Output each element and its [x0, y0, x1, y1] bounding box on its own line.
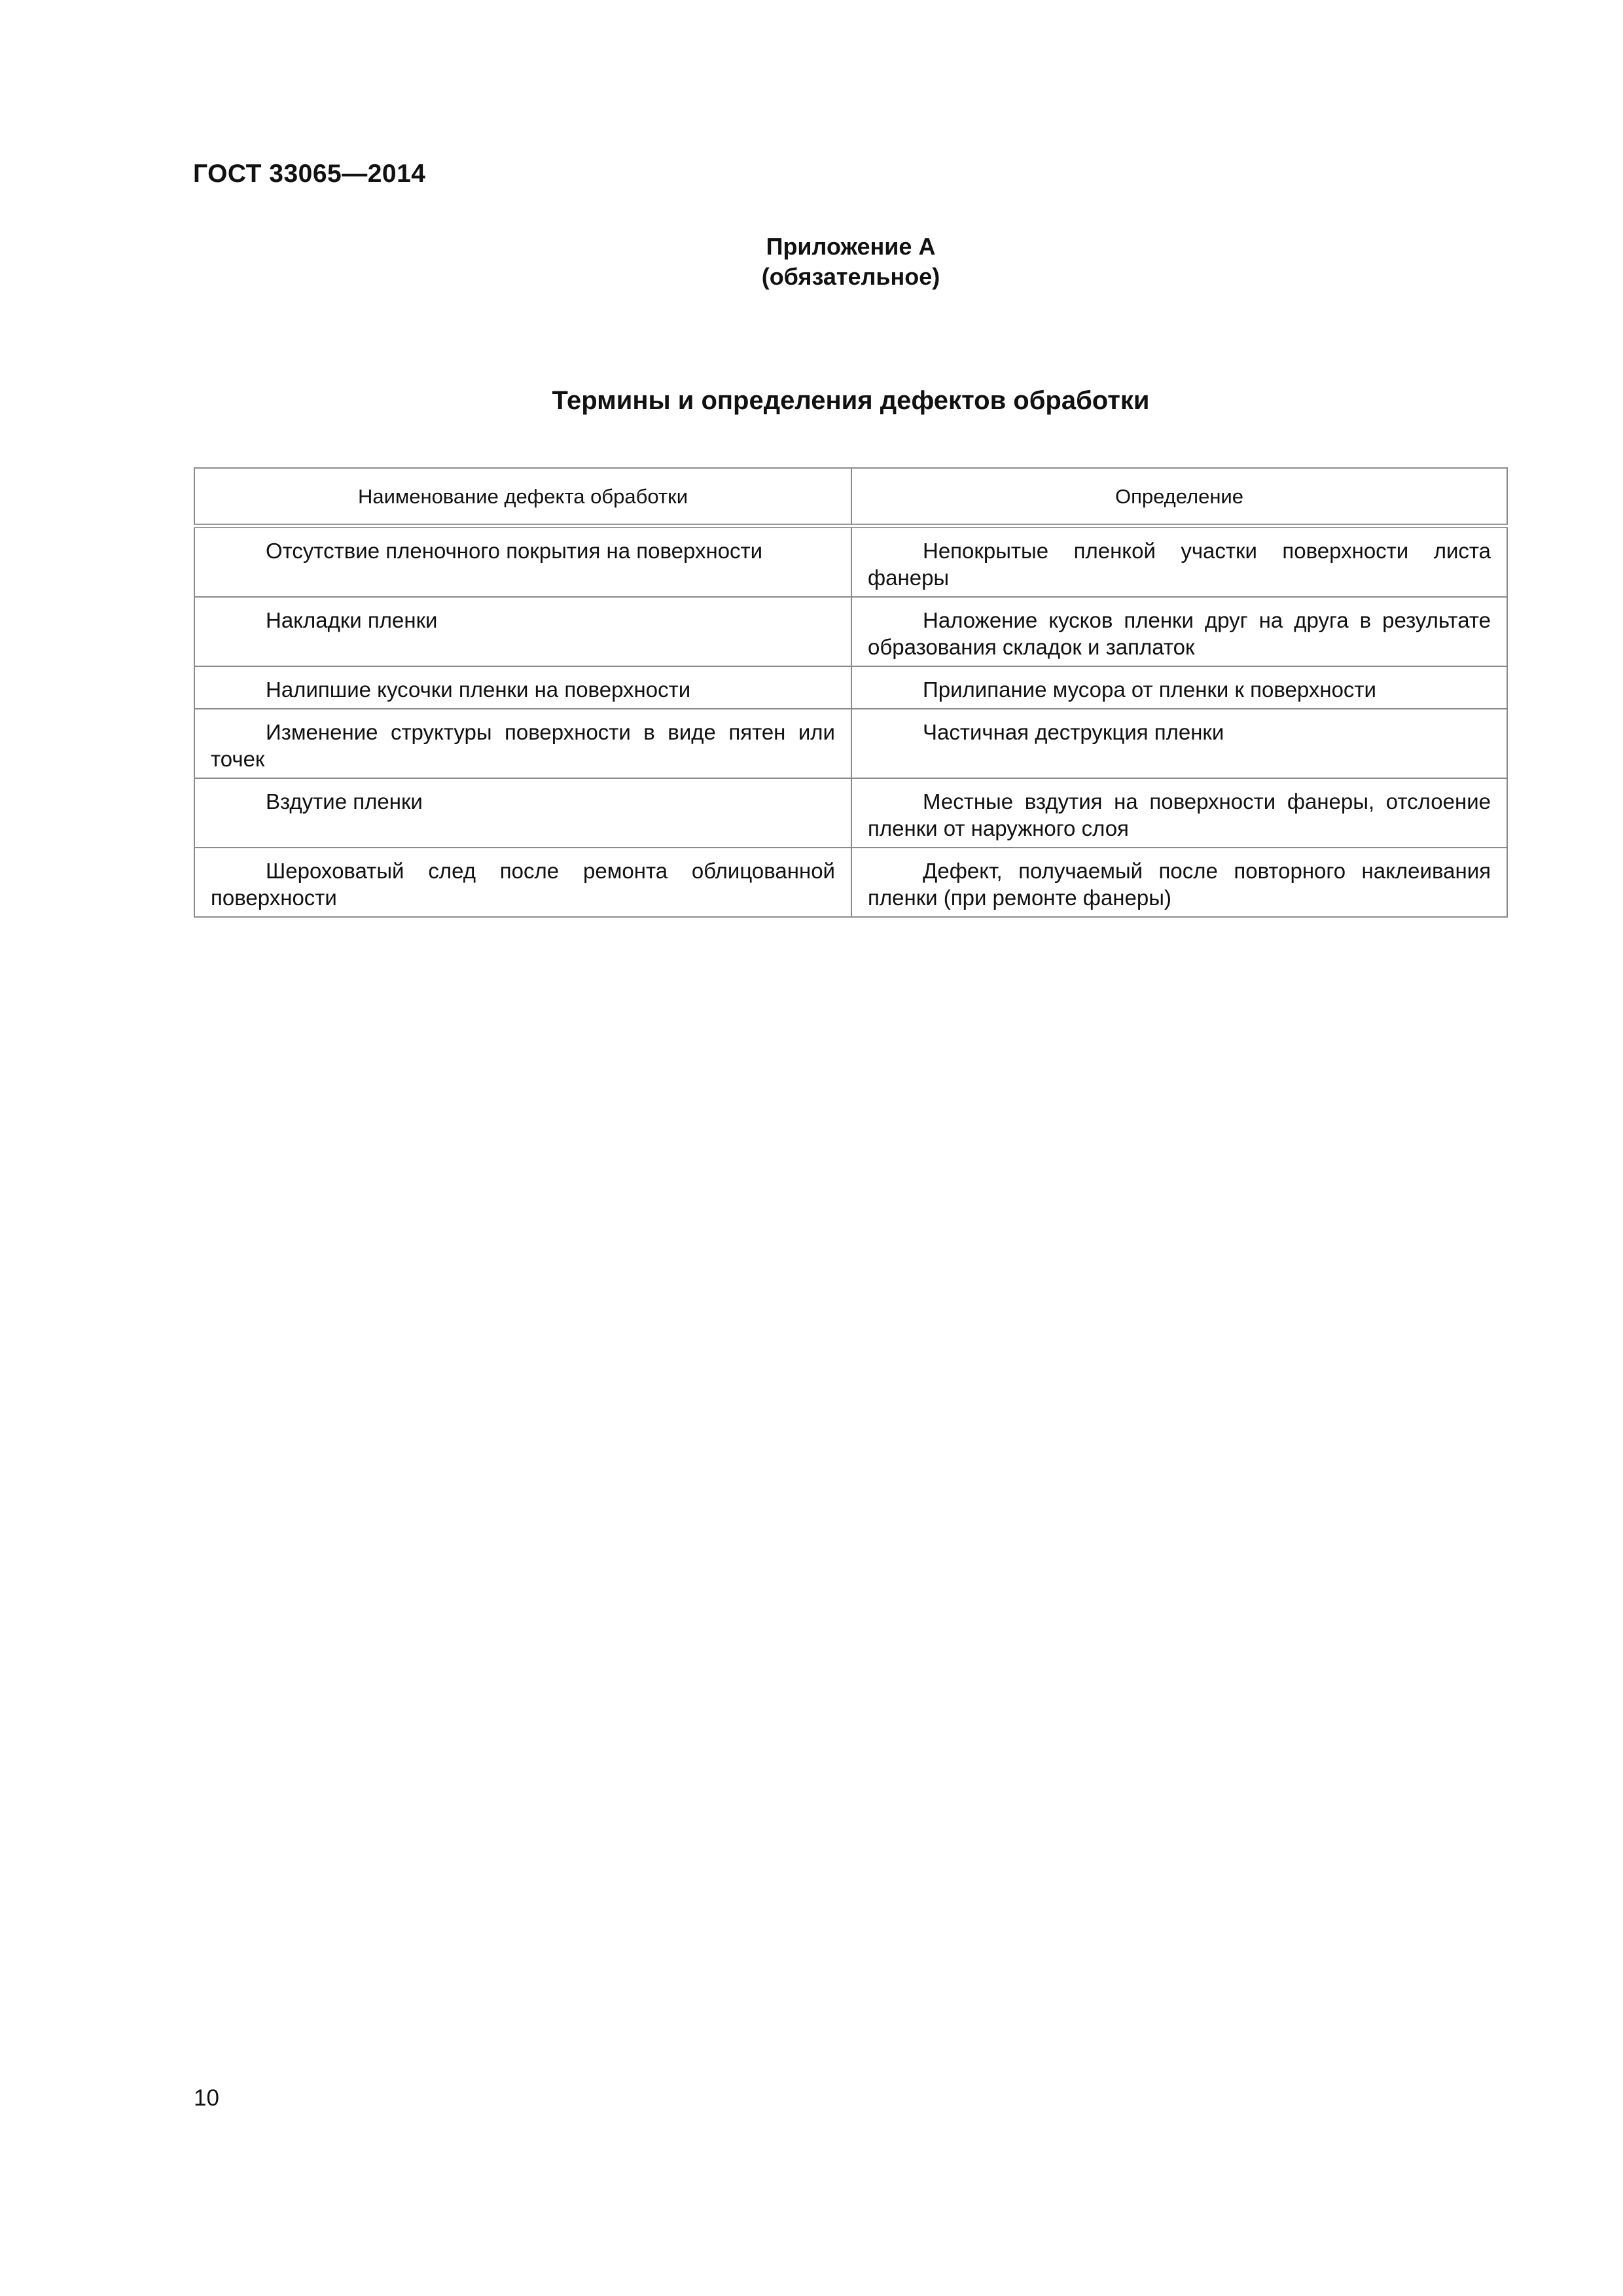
defects-table: [194, 467, 1508, 918]
defect-definition: Частичная деструкция пленки: [923, 720, 1224, 744]
defect-name-cell: [194, 709, 851, 778]
defect-definition-cell: [851, 709, 1507, 778]
defect-definition: Непокрытые пленкой участки поверхности листа фанеры: [868, 539, 1491, 590]
table-row: [194, 709, 1507, 778]
annex-heading: [0, 232, 1623, 292]
section-title: Термины и определения дефектов обработки: [552, 386, 1150, 415]
annex-title: Приложение А: [766, 233, 936, 260]
table-row: [194, 526, 1507, 598]
defect-name: Отсутствие пленочного покрытия на поверхности: [266, 539, 763, 563]
table-row: [194, 848, 1507, 917]
annex-status: (обязательное): [761, 263, 940, 290]
table-header-row: [194, 468, 1507, 526]
defect-definition-cell: [851, 778, 1507, 848]
defect-name: Вздутие пленки: [266, 789, 423, 814]
defect-definition: Местные вздутия на поверхности фанеры, отслоение пленки от наружного слоя: [868, 789, 1491, 840]
column-header-definition: Определение: [851, 468, 1507, 526]
defect-name: Накладки пленки: [266, 608, 438, 632]
defect-definition: Прилипание мусора от пленки к поверхности: [923, 677, 1376, 702]
defect-definition-cell: [851, 848, 1507, 917]
defect-name: Налипшие кусочки пленки на поверхности: [266, 677, 691, 702]
table-row: [194, 666, 1507, 709]
defect-name: Шероховатый след после ремонта облицованной поверхности: [211, 859, 835, 910]
page-number: 10: [194, 2085, 219, 2111]
defect-definition-cell: [851, 526, 1507, 598]
defect-name-cell: [194, 848, 851, 917]
table-row: [194, 778, 1507, 848]
column-header-name: Наименование дефекта обработки: [194, 468, 851, 526]
defect-definition: Наложение кусков пленки друг на друга в результате образования складок и заплаток: [868, 608, 1491, 659]
table-row: [194, 597, 1507, 666]
defect-definition-cell: [851, 597, 1507, 666]
defect-name: Изменение структуры поверхности в виде пятен или точек: [211, 720, 835, 771]
defect-name-cell: [194, 666, 851, 709]
defect-name-cell: [194, 778, 851, 848]
defect-name-cell: [194, 597, 851, 666]
document-code: ГОСТ 33065—2014: [193, 160, 426, 188]
defect-definition-cell: [851, 666, 1507, 709]
defect-definition: Дефект, получаемый после повторного наклеивания пленки (при ремонте фанеры): [868, 859, 1491, 910]
defect-name-cell: [194, 526, 851, 598]
